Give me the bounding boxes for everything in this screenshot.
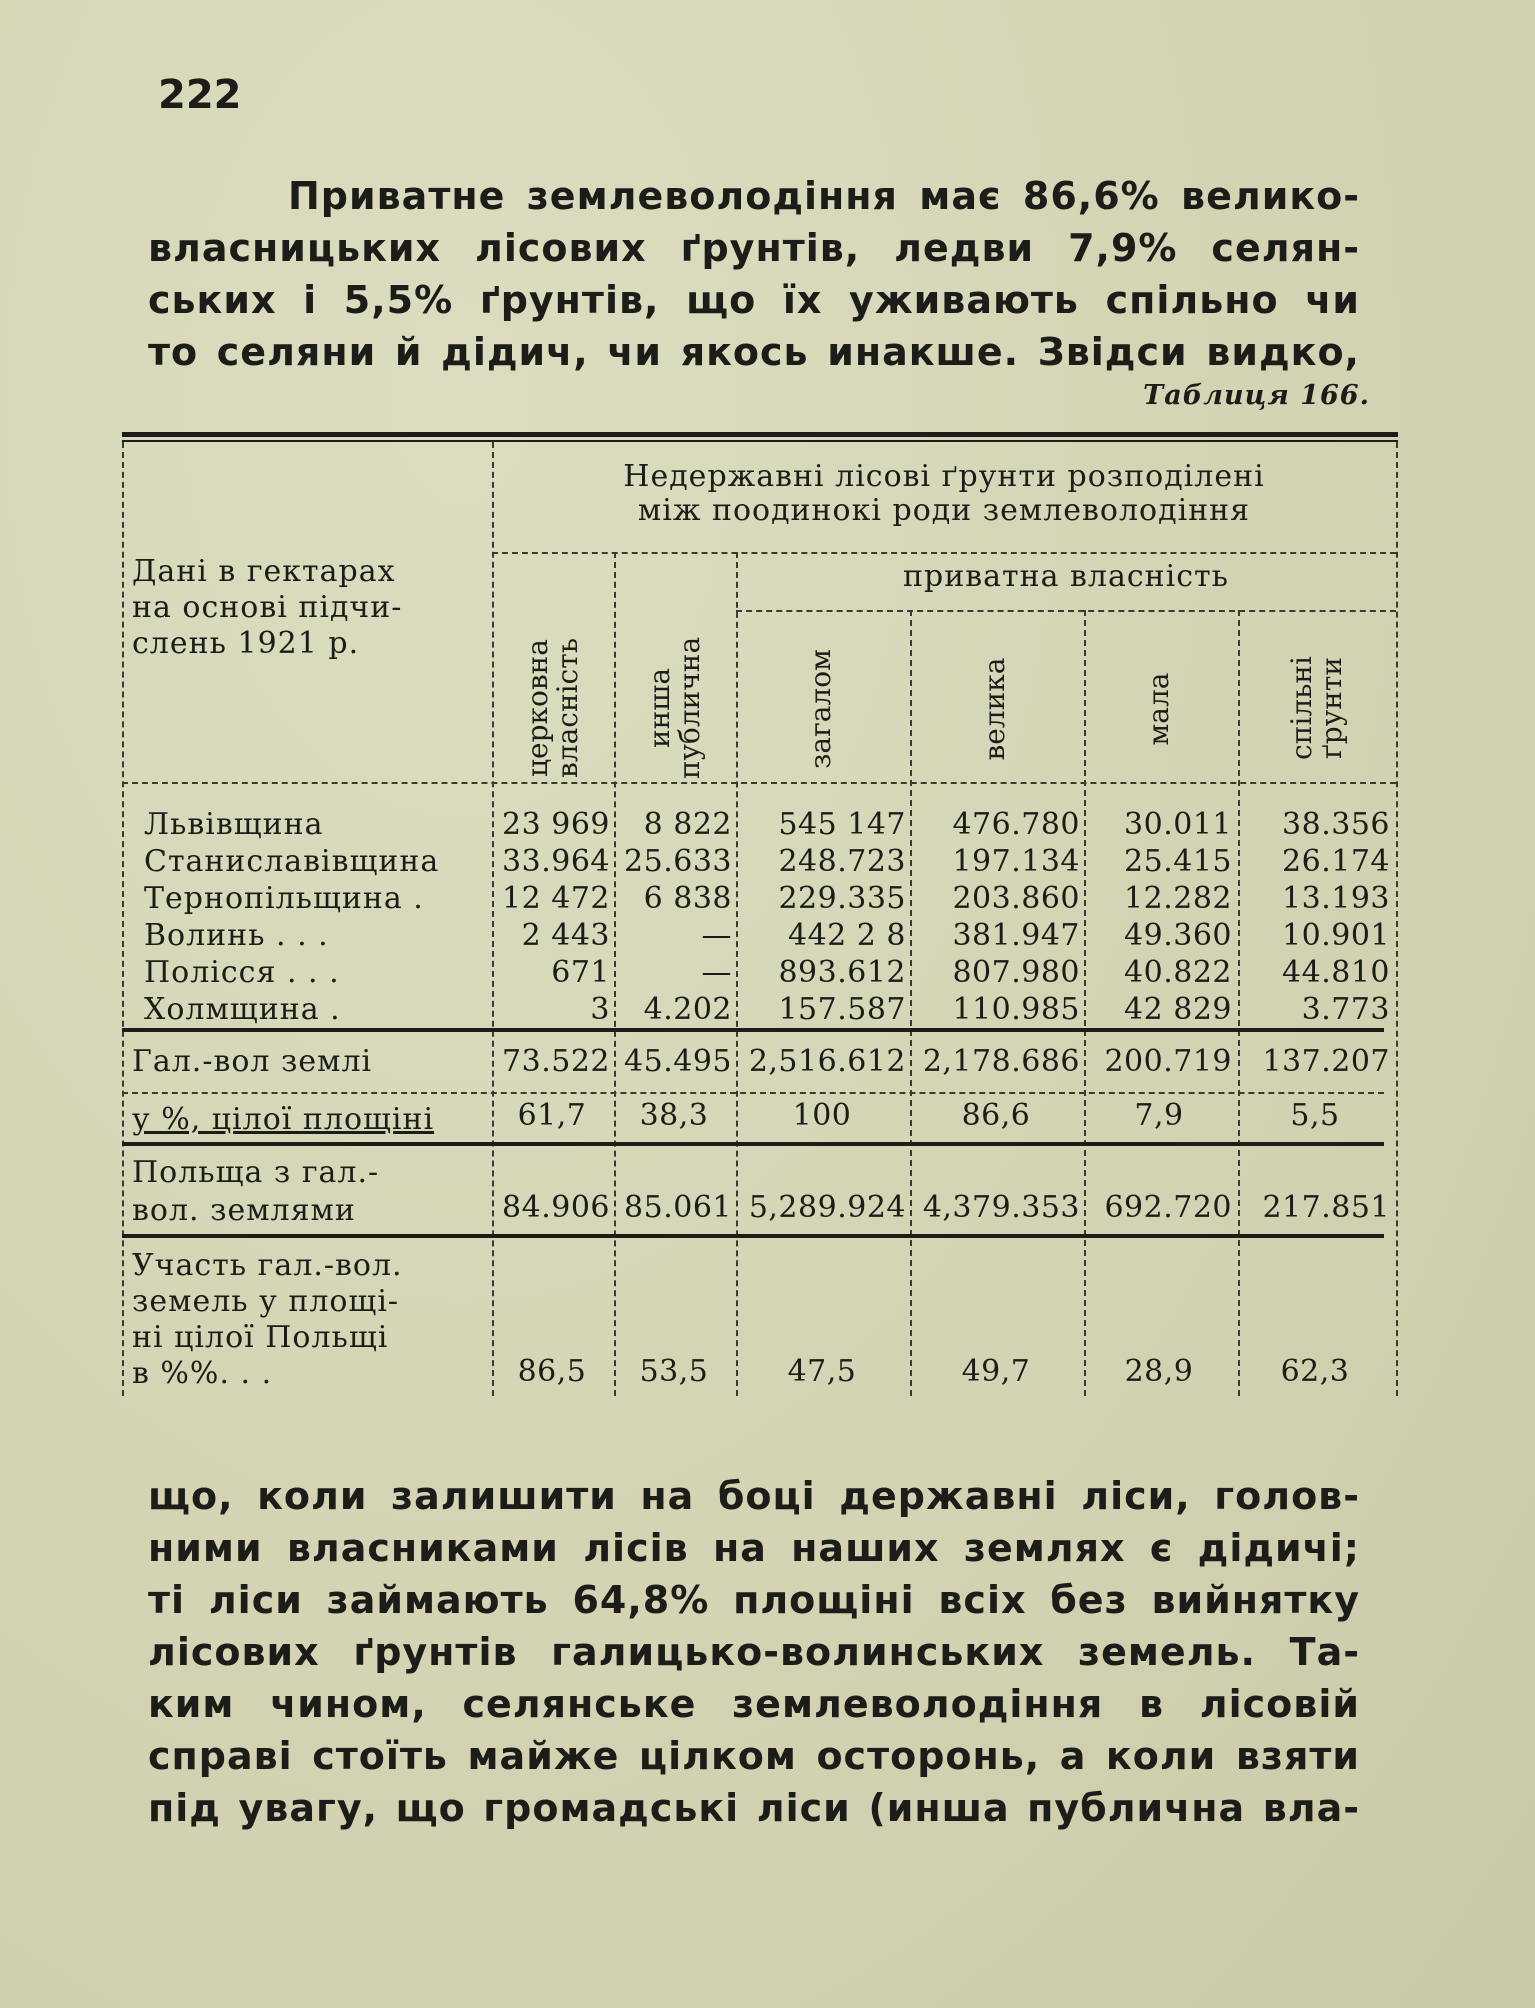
text-line: ними власниками лісів на наших землях є дідичі;: [148, 1526, 1360, 1570]
col-header-public: [645, 613, 705, 803]
col-header-line: ґрунти: [1315, 656, 1348, 760]
text-line: справі стоїть майже цілком осторонь, а коли взяти: [148, 1734, 1360, 1778]
table-cell: 23 969: [502, 807, 610, 842]
col-header-line: инша: [643, 667, 676, 749]
col-header-line: власність: [551, 638, 584, 778]
table-cell: 12.282: [1124, 881, 1232, 916]
table-cell: 5,289.924: [748, 1190, 906, 1225]
table-cell: 53,5: [639, 1354, 709, 1389]
table-cell: 893.612: [778, 955, 906, 990]
table-cell: 4,379.353: [922, 1190, 1080, 1225]
region-label: Львівщина: [144, 807, 324, 842]
share-label-line: земель у площі-: [132, 1284, 400, 1319]
table-cell: 692.720: [1104, 1190, 1232, 1225]
table-cell: 3: [590, 992, 610, 1027]
table-cell: 44.810: [1282, 955, 1390, 990]
header-rule: [122, 782, 1396, 784]
table-cell: 30.011: [1124, 807, 1232, 842]
col-values-church: [494, 806, 610, 1028]
table-cell: 49.360: [1124, 918, 1232, 953]
col-header-line: церковна: [521, 639, 554, 777]
table-cell: 2 443: [521, 918, 610, 953]
table-cell: 200.719: [1104, 1044, 1232, 1079]
table-cell: —: [701, 955, 732, 990]
col-header-line: мала: [1142, 672, 1175, 746]
region-label: Станиславівщина: [144, 844, 440, 879]
col-header-line: публична: [673, 636, 706, 780]
table-cell: 217.851: [1262, 1190, 1390, 1225]
table-cell: 25.415: [1124, 844, 1232, 879]
table-cell: 197.134: [952, 844, 1080, 879]
paragraph-bottom: [148, 1470, 1360, 1834]
table-cell: 10.901: [1282, 918, 1390, 953]
table-cell: 4.202: [643, 992, 732, 1027]
col-header-common: [1287, 613, 1347, 803]
region-label: Холмщина .: [144, 992, 341, 1027]
table-cell: 203.860: [952, 881, 1080, 916]
row-rule-solid: [122, 1142, 1384, 1146]
group-header: [492, 460, 1396, 528]
table-cell: 25.633: [624, 844, 732, 879]
table-cell: 49,7: [961, 1354, 1031, 1389]
table-cell: 45.495: [624, 1044, 732, 1079]
total-label: Гал.-вол землі: [132, 1044, 373, 1079]
header-rule: [736, 610, 1396, 612]
table-cell: 38,3: [639, 1098, 709, 1133]
text-line: що, коли залишити на боці державні ліси, голов-: [148, 1474, 1360, 1518]
table-cell: 476.780: [952, 807, 1080, 842]
col-values-small: [1086, 806, 1232, 1028]
group-header-line: Недержавні лісові ґрунти розподілені: [623, 459, 1265, 494]
col-header-line: загалом: [804, 649, 837, 769]
col-header-church: [523, 613, 583, 803]
table-top-rule: [122, 432, 1398, 437]
table-cell: 28,9: [1124, 1354, 1194, 1389]
text-line: Приватне землеволодіння має 86,6% велико-: [288, 174, 1360, 218]
stub-header: [132, 554, 402, 662]
table-cell: 381.947: [952, 918, 1080, 953]
table-caption: Таблиця 166.: [1143, 380, 1370, 411]
share-label-line: ні цілої Польщі: [132, 1320, 389, 1355]
table-cell: 47,5: [787, 1354, 857, 1389]
column-divider: [1396, 442, 1398, 1396]
group-header-line: між поодинокі роди землеволодіння: [637, 493, 1251, 528]
poland-label-line: Польща з гал.-: [132, 1155, 380, 1190]
col-header-line: велика: [978, 657, 1011, 761]
table-cell: 62,3: [1280, 1354, 1350, 1389]
region-labels: [144, 806, 439, 1028]
region-label: Тернопільщина .: [144, 881, 424, 916]
stub-header-line: Дані в гектарах: [132, 554, 396, 589]
table-cell: 3.773: [1301, 992, 1390, 1027]
private-header: приватна власність: [903, 559, 1229, 594]
table-cell: 86,6: [961, 1098, 1031, 1133]
share-label: [132, 1248, 403, 1392]
row-rule: [122, 1092, 1384, 1094]
table-cell: 157.587: [778, 992, 906, 1027]
table-cell: 8 822: [643, 807, 732, 842]
table-cell: 110.985: [952, 992, 1080, 1027]
table-cell: 84.906: [502, 1190, 610, 1225]
table-cell: 2,178.686: [922, 1044, 1080, 1079]
percent-label: у %, цілої площіні: [132, 1102, 435, 1137]
text-line: то селяни й дідич, чи якось инакше. Звідси видко,: [148, 330, 1360, 374]
col-values-common: [1240, 806, 1390, 1028]
col-header-small: [1144, 614, 1178, 804]
table-cell: 85.061: [624, 1190, 732, 1225]
col-header-large: [980, 614, 1014, 804]
col-header-line: спільні: [1285, 656, 1318, 760]
row-rule-solid: [122, 1234, 1384, 1238]
table-cell: 33.964: [502, 844, 610, 879]
col-values-public: [616, 806, 732, 1028]
col-values-total: [738, 806, 906, 1028]
share-label-line: Участь гал.-вол.: [132, 1248, 403, 1283]
table-cell: 61,7: [517, 1098, 587, 1133]
share-label-line: в %%. . .: [132, 1356, 273, 1391]
table-cell: 40.822: [1124, 955, 1232, 990]
table-cell: 545 147: [778, 807, 906, 842]
text-line: власницьких лісових ґрунтів, ледви 7,9% селян-: [148, 226, 1360, 270]
text-line: ських і 5,5% ґрунтів, що їх уживають спільно чи: [148, 278, 1360, 322]
paragraph-top: [148, 170, 1360, 378]
table-cell: 5,5: [1290, 1098, 1340, 1133]
text-line: під увагу, що громадські ліси (инша публична вла-: [148, 1786, 1360, 1830]
totals-rule: [122, 1028, 1384, 1032]
table-cell: 13.193: [1282, 881, 1390, 916]
table-cell: 73.522: [502, 1044, 610, 1079]
table-cell: 807.980: [952, 955, 1080, 990]
text-line: лісових ґрунтів галицько-волинських земель. Та-: [148, 1630, 1360, 1674]
col-header-total: [806, 614, 840, 804]
text-line: ті ліси займають 64,8% площіні всіх без вийнятку: [148, 1578, 1360, 1622]
table-cell: 38.356: [1282, 807, 1390, 842]
page-number: 222: [158, 72, 242, 118]
text-line: ким чином, селянське землеволодіння в лісовій: [148, 1682, 1360, 1726]
table-cell: 248.723: [778, 844, 906, 879]
statistics-table: [122, 442, 1398, 1396]
table-cell: 100: [792, 1098, 852, 1133]
table-cell: 6 838: [643, 881, 732, 916]
region-label: Волинь . . .: [144, 918, 329, 953]
table-cell: 12 472: [502, 881, 610, 916]
table-cell: 7,9: [1134, 1098, 1184, 1133]
table-cell: —: [701, 918, 732, 953]
table-cell: 671: [551, 955, 610, 990]
column-divider: [122, 442, 124, 1396]
col-values-large: [912, 806, 1080, 1028]
region-label: Полісся . . .: [144, 955, 340, 990]
table-cell: 442 2 8: [787, 918, 906, 953]
stub-header-line: слень 1921 р.: [132, 626, 360, 661]
table-cell: 86,5: [517, 1354, 587, 1389]
table-cell: 229.335: [778, 881, 906, 916]
table-cell: 137.207: [1262, 1044, 1390, 1079]
table-cell: 2,516.612: [748, 1044, 906, 1079]
header-rule: [492, 552, 1396, 554]
poland-label-line: вол. землями: [132, 1193, 356, 1228]
table-cell: 42 829: [1124, 992, 1232, 1027]
stub-header-line: на основі підчи-: [132, 590, 403, 625]
poland-label: [132, 1154, 379, 1230]
table-cell: 26.174: [1282, 844, 1390, 879]
